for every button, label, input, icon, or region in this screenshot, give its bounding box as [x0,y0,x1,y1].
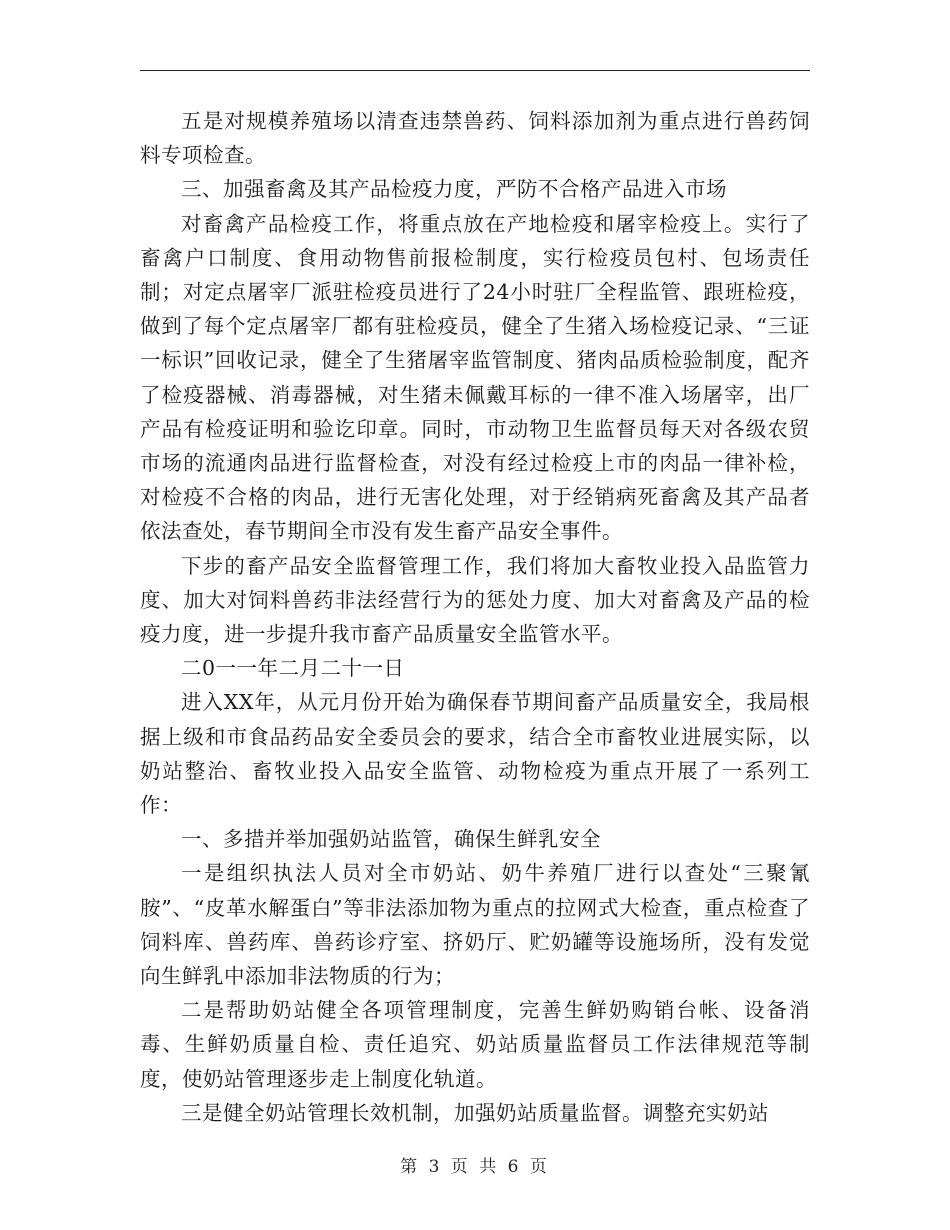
page-number-footer: 第 3 页 共 6 页 [400,1157,550,1177]
paragraph: 二是帮助奶站健全各项管理制度，完善生鲜奶购销台帐、设备消毒、生鲜奶质量自检、责任追究、奶站质量监督员工作法律规范等制度，使奶站管理逐步走上制度化轨道。 [140,998,810,1091]
paragraph: 对畜禽产品检疫工作，将重点放在产地检疫和屠宰检疫上。实行了畜禽户口制度、食用动物售前报检制度，实行检疫员包村、包场责任制；对定点屠宰厂派驻检疫员进行了24小时驻厂全程监管、跟班检疫，做到了每个定点屠宰厂都有驻检疫员，健全了生猪入场检疫记录、“三证一标识”回收记录，健全了生猪屠宰监管制度、猪肉品质检验制度，配齐了检疫器械、消毒器械，对生猪未佩戴耳标的一律不准入场屠宰，出厂产品有检疫证明和验讫印章。同时，市动物卫生监督员每天对各级农贸市场的流通肉品进行监督检查，对没有经过检疫上市的肉品一律补检，对检疫不合格的肉品，进行无害化处理，对于经销病死畜禽及其产品者依法查处，春节期间全市没有发生畜产品安全事件。 [140,211,810,544]
paragraph: 进入XX年，从元月份开始为确保春节期间畜产品质量安全，我局根据上级和市食品药品安全委员会的要求，结合全市畜牧业进展实际，以奶站整治、畜牧业投入品安全监管、动物检疫为重点开展了一系列工作： [140,690,810,818]
paragraph: 三是健全奶站管理长效机制，加强奶站质量监督。调整充实奶站 [181,1100,769,1125]
paragraph: 五是对规模养殖场以清查违禁兽药、饲料添加剂为重点进行兽药饲料专项检查。 [140,109,810,168]
date-line: 二0一一年二月二十一日 [181,656,405,681]
section-heading: 三、加强畜禽及其产品检疫力度，严防不合格产品进入市场 [181,177,727,202]
header-rule [140,70,810,71]
document-body [140,104,810,1130]
section-heading: 一、多措并举加强奶站监管，确保生鲜乳安全 [181,827,601,852]
paragraph: 下步的畜产品安全监督管理工作，我们将加大畜牧业投入品监管力度、加大对饲料兽药非法经营行为的惩处力度、加大对畜禽及产品的检疫力度，进一步提升我市畜产品质量安全监管水平。 [140,553,810,647]
paragraph: 一是组织执法人员对全市奶站、奶牛养殖厂进行以查处“三聚氰胺”、“皮革水解蛋白”等非法添加物为重点的拉网式大检查，重点检查了饲料库、兽药库、兽药诊疗室、挤奶厅、贮奶罐等设施场所，没有发觉向生鲜乳中添加非法物质的行为； [140,861,810,989]
